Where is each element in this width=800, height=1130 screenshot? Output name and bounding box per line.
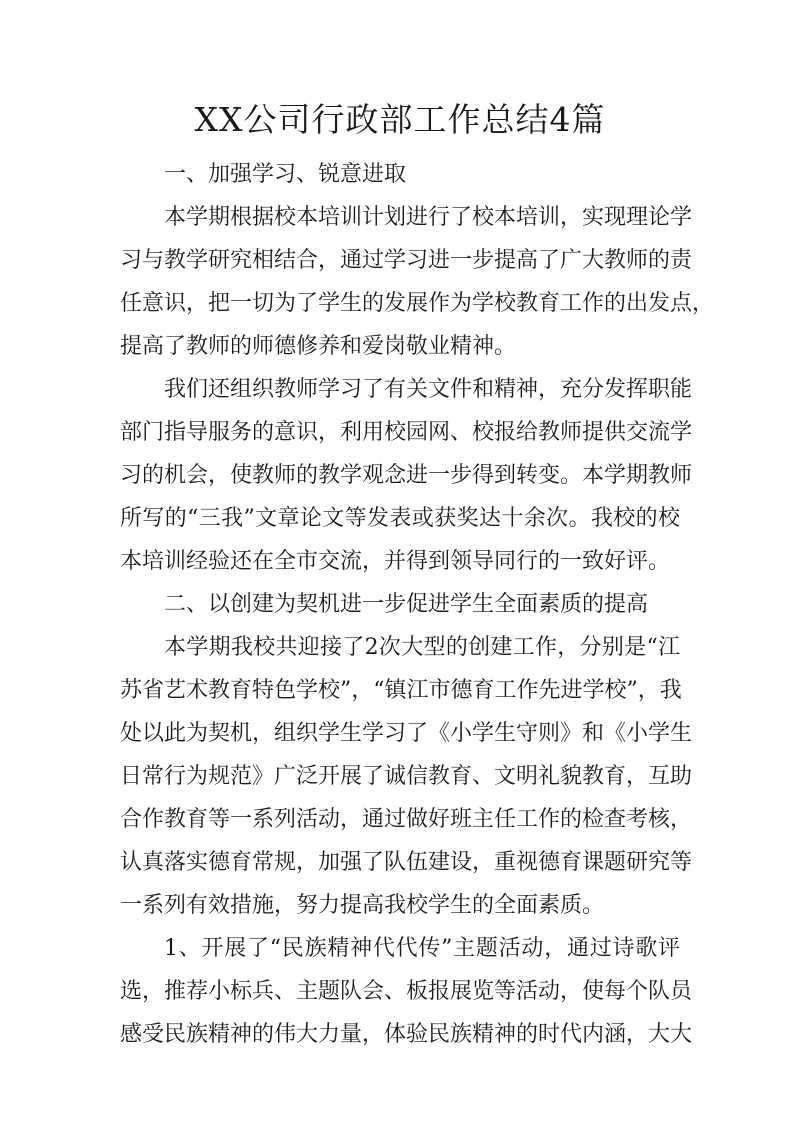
paragraph-line: 本学期根据校本培训计划进行了校本培训，实现理论学 (164, 205, 693, 230)
paragraph-line: 本学期我校共迎接了2次大型的创建工作，分别是“江 (164, 635, 680, 660)
section-heading-2: 二、以创建为契机进一步促进学生全面素质的提高 (164, 592, 649, 617)
paragraph-line: 一系列有效措施，努力提高我校学生的全面素质。 (120, 893, 605, 918)
paragraph-line: 习的机会，使教师的教学观念进一步得到转变。本学期教师 (120, 463, 693, 488)
paragraph-line: 部门指导服务的意识，利用校园网、校报给教师提供交流学 (120, 420, 693, 445)
paragraph-line: 习与教学研究相结合，通过学习进一步提高了广大教师的责 (120, 248, 693, 273)
paragraph-line: 认真落实德育常规，加强了队伍建设，重视德育课题研究等 (120, 850, 693, 875)
paragraph-line: 提高了教师的师德修养和爱岗敬业精神。 (120, 334, 517, 359)
paragraph-line: 合作教育等一系列活动，通过做好班主任工作的检查考核， (120, 807, 693, 832)
paragraph-line: 本培训经验还在全市交流，并得到领导同行的一致好评。 (120, 549, 671, 574)
paragraph-line: 我们还组织教师学习了有关文件和精神，充分发挥职能 (164, 377, 693, 402)
paragraph-line: 感受民族精神的伟大力量，体验民族精神的时代内涵，大大 (120, 1022, 693, 1047)
paragraph-line: 处以此为契机，组织学生学习了《小学生守则》和《小学生 (120, 721, 693, 746)
paragraph-line: 1、开展了“民族精神代代传”主题活动，通过诗歌评 (164, 936, 680, 961)
paragraph-line: 所写的“三我”文章论文等发表或获奖达十余次。我校的校 (120, 506, 680, 531)
paragraph-line: 任意识，把一切为了学生的发展作为学校教育工作的出发点， (120, 291, 715, 316)
section-heading-1: 一、加强学习、锐意进取 (164, 162, 407, 187)
paragraph-line: 日常行为规范》广泛开展了诚信教育、文明礼貌教育，互助 (120, 764, 693, 789)
paragraph-line: 选，推荐小标兵、主题队会、板报展览等活动，使每个队员 (120, 979, 693, 1004)
document-title: XX公司行政部工作总结4篇 (194, 100, 606, 139)
paragraph-line: 苏省艺术教育特色学校”，“镇江市德育工作先进学校”，我 (120, 678, 682, 703)
